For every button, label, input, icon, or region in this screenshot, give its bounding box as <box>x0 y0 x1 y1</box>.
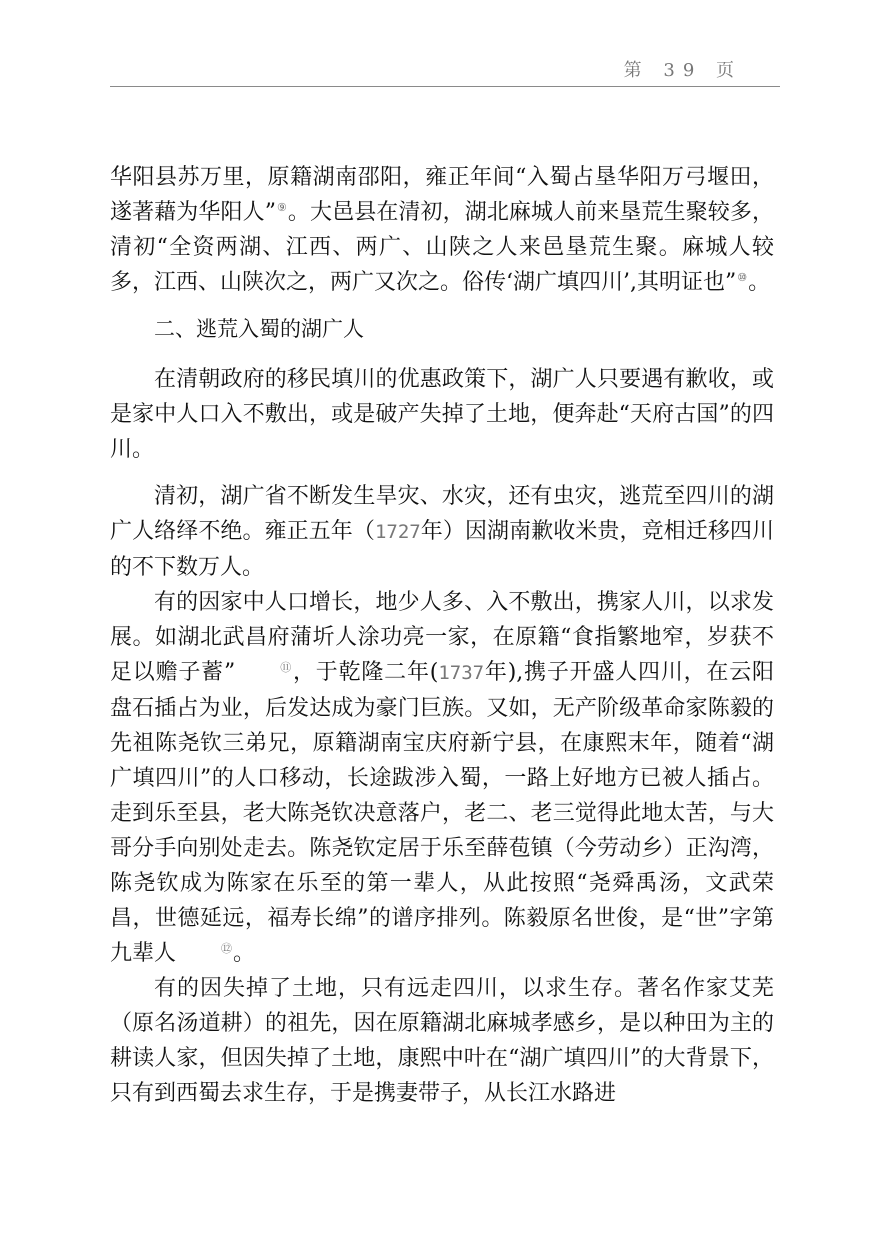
paragraph-4-text-a: 有的因家中人口增长，地少人多、入不敷出，携家人川，以求发展。如湖北武昌府蒲圻人涂功亮一家，在原籍“食指繁地窄，岁获不足以赡子蓄” <box>110 590 774 685</box>
year-1727: 1727 <box>374 521 421 543</box>
section-heading: 二、逃荒入蜀的湖广人 <box>154 317 364 341</box>
footnote-marker-10: ⑩ <box>737 270 748 284</box>
paragraph-4-text-c: 年),携子开盛人四川，在云阳盘石插占为业，后发达成为豪门巨族。又如，无产阶级革命家陈毅的先祖陈尧钦三弟兄，原籍湖南宝庆府新宁县，在康熙末年，随着“湖广填四川”的人口移动，长途跋涉入蜀，一路上好地方已被人插占。走到乐至县，老大陈尧钦决意落户，老二、老三觉得此地太苦，与大哥分手向别处走去。陈尧钦定居于乐至薛苞镇（今劳动乡）正沟湾，陈尧钦成为陈家在乐至的第一辈人，从此按照“尧舜禹汤，文武荣昌，世德延远，福寿长绵”的谱序排列。陈毅原名世俊，是“世”字第九辈人 <box>110 660 775 966</box>
paragraph-1-text-b: 。大邑县在清初，湖北麻城人前来垦荒生聚较多，清初“全资两湖、江西、两广、山陕之人来邑垦荒生聚。麻城人较多，江西、山陕次之，两广又次之。俗传‘湖广填四川’,其明证也” <box>110 200 774 295</box>
paragraph-5: 有的因失掉了土地，只有远走四川，以求生存。著名作家艾芜（原名汤道耕）的祖先，因在原籍湖北麻城孝感乡，是以种田为主的耕读人家，但因失掉了土地，康熙中叶在“湖广填四川”的大背景下，只有到西蜀去求生存，于是携妻带子，从长江水路进 <box>110 976 774 1106</box>
year-1737: 1737 <box>438 662 485 684</box>
paragraph-4-text-b: ，于乾隆二年( <box>292 660 439 685</box>
paragraph-3-text-a: 清初，湖广省不断发生旱灾、水灾，还有虫灾，逃荒至四川的湖广人络绎不绝。雍正五年（ <box>110 484 774 544</box>
paragraph-2: 在清朝政府的移民填川的优惠政策下，湖广人只要遇有歉收，或是家中人口入不敷出，或是破产失掉了土地，便奔赴“天府古国”的四川。 <box>110 367 774 462</box>
footnote-marker-11: ⑪ <box>280 660 292 674</box>
page-number: 第 39 页 <box>623 60 742 81</box>
paragraph-1-text-a: 华阳县苏万里，原籍湖南邵阳，雍正年间“入蜀占垦华阳万弓堰田，遂著藉为华阳人” <box>110 165 774 225</box>
footnote-marker-12: ⑫ <box>221 941 233 955</box>
body-text <box>110 160 774 1111</box>
paragraph-3 <box>110 479 774 585</box>
page-header <box>110 52 780 87</box>
paragraph-4-text-d: 。 <box>233 941 256 966</box>
paragraph-4 <box>110 585 774 971</box>
paragraph-1 <box>110 160 774 300</box>
footnote-marker-9: ⑨ <box>276 200 287 214</box>
paragraph-1-text-c: 。 <box>748 270 771 295</box>
paragraph-3-text-b: 年）因湖南歉收米贵，竞相迁移四川的不下数万人。 <box>110 519 774 580</box>
